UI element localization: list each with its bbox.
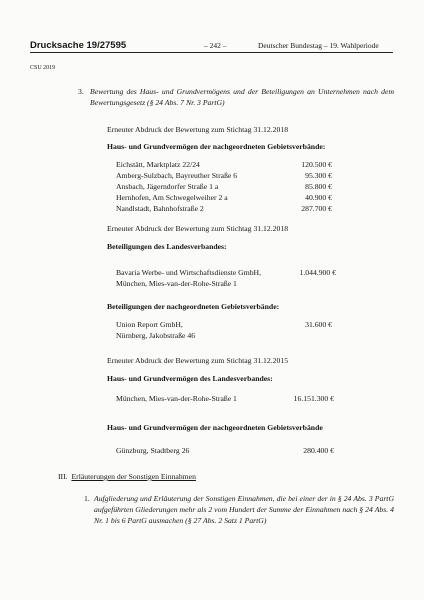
block2-value: 1.044.900 €	[299, 268, 336, 277]
block1-row-value: 287.700 €	[301, 204, 332, 213]
block3-heading: Beteiligungen der nachgeordneten Gebietsverbände:	[107, 302, 280, 311]
block1-heading: Haus- und Grundvermögen der nachgeordneten Gebietsverbände:	[107, 142, 326, 151]
block1-row-label: Amberg-Sulzbach, Bayreuther Straße 6	[116, 171, 238, 180]
party-label: CSU 2019	[30, 65, 56, 71]
drucksache-label: Drucksache 19/	[30, 40, 100, 51]
drucksache-number	[30, 40, 126, 51]
block2-entry-address: München, Mies-van-der-Rohe-Straße 1	[116, 279, 237, 288]
section-3-number: 3.	[78, 87, 84, 96]
block2-heading: Beteiligungen des Landesverbandes:	[107, 242, 227, 251]
block3-value: 31.600 €	[305, 320, 332, 329]
section-3-text: Bewertung des Haus- und Grundvermögens und der Beteiligungen an Unternehmen nach dem Bewertungsgesetz (§ 24 Abs. 7 Nr. 3 PartG)	[90, 87, 394, 107]
block1-row-value: 95.300 €	[305, 171, 332, 180]
section-3-title	[78, 86, 394, 108]
block3-entry-address: Nürnberg, Jakobstraße 46	[116, 331, 196, 340]
header-rule	[30, 52, 393, 53]
block2-note: Erneuter Abdruck der Bewertung zum Stichtag 31.12.2018	[107, 224, 289, 233]
block5-value: 280.400 €	[303, 446, 334, 455]
section-iii-title	[58, 472, 196, 481]
section-iii-number: III.	[58, 472, 68, 481]
section-iii-text: Erläuterungen der Sonstigen Einnahmen	[71, 472, 196, 481]
block1-row-label: Ansbach, Jägerndorfer Straße 1 a	[116, 182, 219, 191]
block2-entry-name: Bavaria Werbe- und Wirtschaftsdienste GmbH,	[116, 268, 262, 277]
block1-row-value: 120.500 €	[301, 160, 332, 169]
block4-note: Erneuter Abdruck der Bewertung zum Stichtag 31.12.2015	[107, 356, 289, 365]
block3-entry-name: Union Report GmbH,	[116, 320, 183, 329]
block1-row-label: Hernhofen, Am Schwegelweiher 2 a	[116, 193, 228, 202]
block1-row-value: 40.900 €	[305, 193, 332, 202]
subsection-1-text: Aufgliederung und Erläuterung der Sonstigen Einnahmen, die bei einer der in § 24 Abs. 3 PartG aufgeführten Gliederungen mehr als 2 vom Hundert der Summe der Einnahmen nach § 24 Abs. 4 Nr. 1 bis 6 PartG ausmachen (§ 27 Abs. 2 Satz 1 PartG)	[94, 494, 394, 525]
block4-value: 16.151.300 €	[293, 394, 334, 403]
subsection-1-number: 1.	[84, 494, 90, 503]
subsection-1	[84, 493, 394, 526]
block1-row-label: Nandlstadt, Bahnhofstraße 2	[116, 204, 204, 213]
block4-entry: München, Mies-van-der-Rohe-Straße 1	[116, 394, 237, 403]
block5-entry: Günzburg, Stadtberg 26	[116, 446, 190, 455]
block4-heading: Haus- und Grundvermögen des Landesverbandes:	[107, 374, 273, 383]
page-number: – 242 –	[204, 41, 227, 50]
block5-heading: Haus- und Grundvermögen der nachgeordneten Gebietsverbände	[107, 423, 323, 432]
publisher-line: Deutscher Bundestag – 19. Wahlperiode	[258, 41, 379, 50]
drucksache-id: 27595	[99, 40, 127, 51]
block1-row-value: 85.800 €	[305, 182, 332, 191]
block1-row-label: Eichstätt, Marktplatz 22/24	[116, 160, 200, 169]
block1-note: Erneuter Abdruck der Bewertung zum Stichtag 31.12.2018	[107, 125, 289, 134]
